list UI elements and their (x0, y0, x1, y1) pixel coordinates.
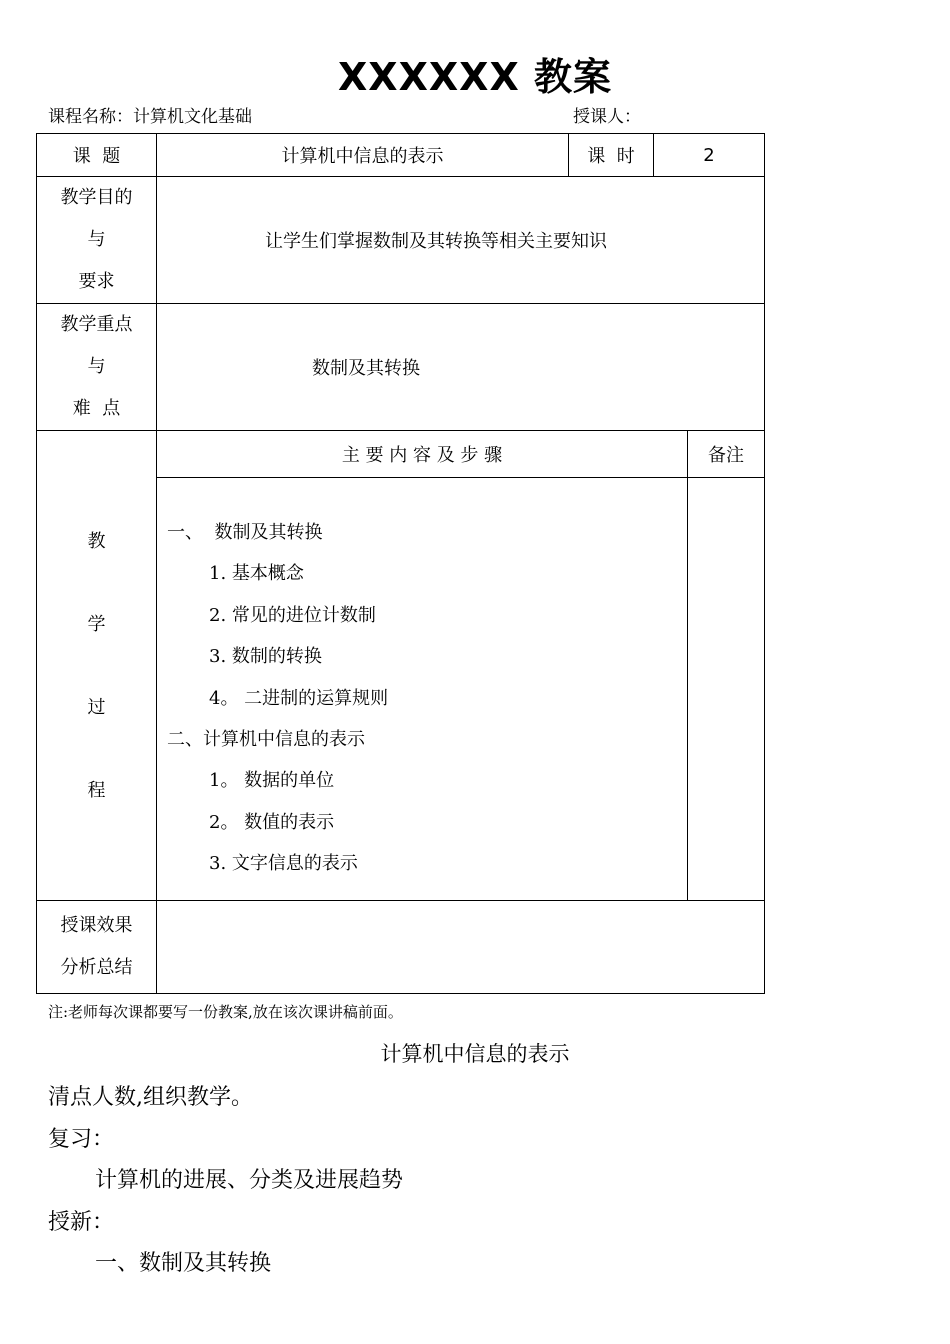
document-title: XXXXXX 教案 (337, 55, 613, 99)
process-label-char: 程 (87, 779, 106, 801)
hours-label: 课 时 (587, 146, 635, 167)
lesson-plan-table (36, 133, 765, 994)
focus-label-cell (37, 304, 157, 431)
summary-label-cell (37, 901, 157, 994)
lesson-line: 一、数制及其转换 (95, 1251, 272, 1276)
content-cell (157, 478, 688, 901)
remarks-header-cell (688, 431, 765, 478)
content-item: 3. 数制的转换 (209, 646, 322, 668)
hours-value-cell (654, 134, 765, 177)
process-label-char: 学 (87, 613, 106, 635)
topic-label: 课 题 (72, 146, 121, 167)
goal-label-line: 与 (87, 229, 106, 250)
focus-value-cell (157, 304, 765, 431)
goal-label-cell (37, 177, 157, 304)
content-item: 1。 数据的单位 (209, 770, 335, 792)
footnote: 注:老师每次课都要写一份教案,放在该次课讲稿前面。 (48, 1003, 403, 1021)
content-item: 3. 文字信息的表示 (209, 853, 358, 875)
hours-label-cell (569, 134, 654, 177)
content-section-heading: 一、 数制及其转换 (167, 522, 323, 543)
focus-label-line: 与 (87, 356, 106, 377)
summary-label-line: 分析总结 (60, 957, 133, 978)
summary-value-cell (157, 901, 765, 994)
remarks-cell (688, 478, 765, 901)
teacher-label: 授课人： (573, 107, 641, 127)
lesson-line: 授新： (48, 1210, 115, 1235)
process-label-char: 过 (87, 696, 106, 718)
content-item: 2。 数值的表示 (209, 811, 335, 833)
summary-label-line: 授课效果 (60, 915, 133, 936)
topic-label-cell (37, 134, 157, 177)
lesson-line: 复习： (48, 1127, 115, 1152)
course-name: 课程名称：计算机文化基础 (48, 107, 252, 127)
process-label-cell (37, 431, 157, 901)
content-item: 2. 常见的进位计数制 (209, 604, 376, 626)
steps-header: 主 要 内 容 及 步 骤 (341, 445, 503, 466)
focus-label-line: 难 点 (72, 398, 121, 419)
focus-value: 数制及其转换 (312, 358, 420, 379)
process-label-char: 教 (87, 530, 106, 552)
lesson-line: 清点人数,组织教学。 (48, 1085, 253, 1110)
remarks-header: 备注 (708, 445, 744, 466)
hours-value: 2 (703, 144, 715, 166)
goal-value-cell (157, 177, 765, 304)
lesson-title: 计算机中信息的表示 (380, 1042, 570, 1066)
focus-label-line: 教学重点 (60, 314, 133, 335)
topic-value: 计算机中信息的表示 (281, 146, 444, 167)
goal-label-line: 教学目的 (60, 187, 133, 208)
goal-value: 让学生们掌握数制及其转换等相关主要知识 (265, 231, 607, 252)
content-list (157, 478, 687, 897)
goal-label-line: 要求 (78, 271, 115, 292)
topic-value-cell (157, 134, 569, 177)
content-item: 1. 基本概念 (209, 563, 304, 585)
lesson-line: 计算机的进展、分类及进展趋势 (95, 1168, 404, 1193)
content-section-heading: 二、计算机中信息的表示 (167, 728, 365, 750)
steps-header-cell (157, 431, 688, 478)
content-item: 4。 二进制的运算规则 (209, 687, 389, 709)
